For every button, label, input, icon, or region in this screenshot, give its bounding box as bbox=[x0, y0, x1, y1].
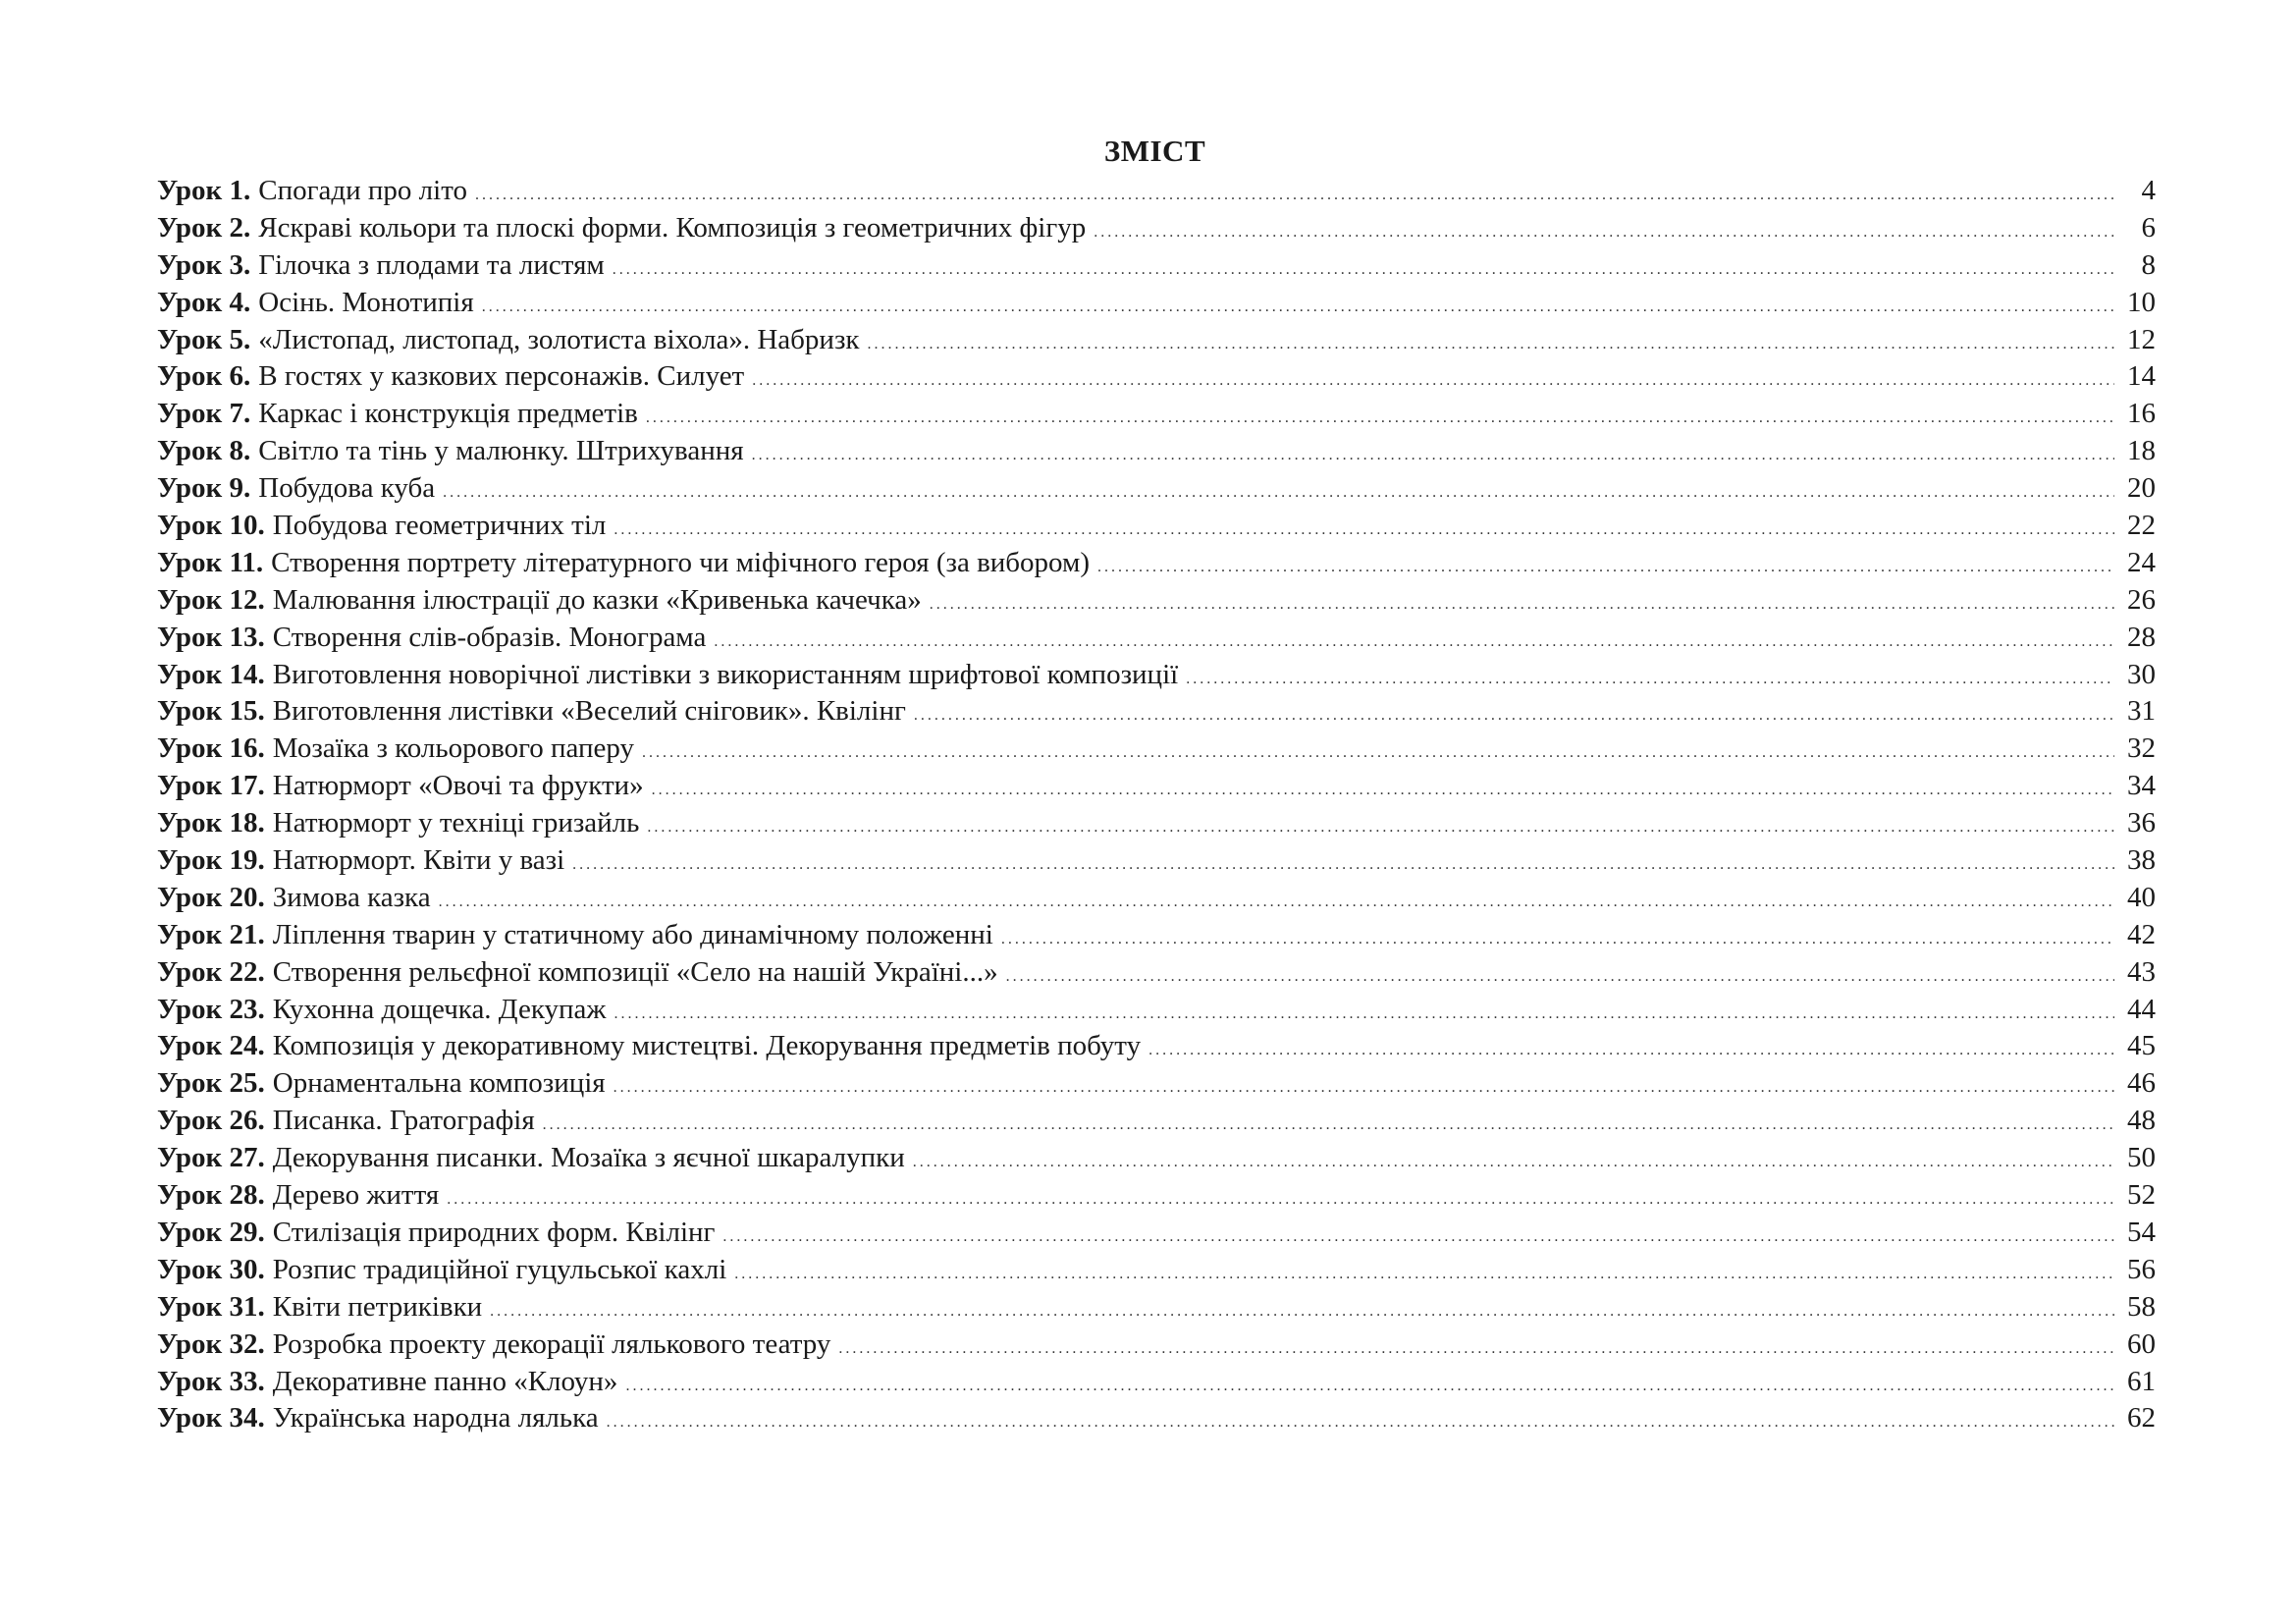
toc-entry[interactable] bbox=[157, 1177, 2156, 1215]
dot-leader bbox=[642, 734, 2114, 772]
toc-entry[interactable] bbox=[157, 1289, 2156, 1326]
toc-entry[interactable] bbox=[157, 1400, 2156, 1437]
lesson-number: Урок 3. bbox=[157, 248, 251, 281]
lesson-title: Каркас і конструкція предметів bbox=[258, 398, 638, 430]
lesson-number: Урок 22. bbox=[157, 955, 265, 988]
dot-leader bbox=[572, 846, 2114, 884]
page-number: 30 bbox=[2127, 658, 2156, 690]
lesson-title: Осінь. Монотипія bbox=[258, 286, 474, 318]
toc-entry[interactable] bbox=[157, 508, 2156, 545]
lesson-number: Урок 30. bbox=[157, 1253, 265, 1285]
page-number: 46 bbox=[2127, 1067, 2156, 1100]
toc-entry[interactable] bbox=[157, 433, 2156, 470]
page-number: 14 bbox=[2127, 360, 2156, 393]
lesson-title: Ліплення тварин у статичному або динамічному положенні bbox=[272, 918, 993, 950]
page-number: 38 bbox=[2127, 844, 2156, 877]
dot-leader bbox=[1006, 958, 2114, 996]
page-number: 26 bbox=[2127, 583, 2156, 616]
lesson-number: Урок 16. bbox=[157, 732, 265, 765]
dot-leader bbox=[490, 1293, 2114, 1330]
dot-leader bbox=[652, 772, 2114, 809]
toc-entry[interactable] bbox=[157, 1065, 2156, 1103]
toc-entry[interactable] bbox=[157, 992, 2156, 1029]
lesson-title: Розпис традиційної гуцульської кахлі bbox=[272, 1253, 727, 1285]
toc-entry[interactable] bbox=[157, 285, 2156, 322]
page-number: 40 bbox=[2127, 881, 2156, 913]
page-number: 36 bbox=[2127, 807, 2156, 839]
lesson-number: Урок 2. bbox=[157, 211, 251, 244]
lesson-number: Урок 7. bbox=[157, 398, 251, 430]
page-title: ЗМІСТ bbox=[1103, 134, 1206, 168]
lesson-title: Створення рельєфної композиції «Село на нашій Україні...» bbox=[272, 955, 998, 988]
dot-leader bbox=[647, 809, 2114, 846]
page-number: 61 bbox=[2127, 1365, 2156, 1397]
toc-entry[interactable] bbox=[157, 210, 2156, 247]
page-number: 8 bbox=[2141, 248, 2156, 281]
page-number: 43 bbox=[2127, 955, 2156, 988]
lesson-title: В гостях у казкових персонажів. Силует bbox=[258, 360, 745, 393]
dot-leader bbox=[1148, 1032, 2114, 1069]
page-number: 42 bbox=[2127, 918, 2156, 950]
lesson-number: Урок 34. bbox=[157, 1402, 265, 1435]
dot-leader bbox=[447, 1181, 2114, 1218]
lesson-title: Зимова казка bbox=[272, 881, 431, 913]
toc-entry[interactable] bbox=[157, 470, 2156, 508]
page-number: 45 bbox=[2127, 1030, 2156, 1062]
page-number: 58 bbox=[2127, 1290, 2156, 1323]
lesson-title: Виготовлення листівки «Веселий сніговик». Квілінг bbox=[272, 695, 906, 728]
lesson-number: Урок 5. bbox=[157, 323, 251, 355]
lesson-number: Урок 19. bbox=[157, 844, 265, 877]
lesson-number: Урок 12. bbox=[157, 583, 265, 616]
page-number: 6 bbox=[2141, 211, 2156, 244]
page-number: 10 bbox=[2127, 286, 2156, 318]
dot-leader bbox=[838, 1330, 2114, 1368]
lesson-title: Декорування писанки. Мозаїка з яєчної шкаралупки bbox=[272, 1142, 905, 1174]
dot-leader bbox=[752, 362, 2114, 400]
page-number: 48 bbox=[2127, 1105, 2156, 1137]
page-number: 4 bbox=[2141, 175, 2156, 206]
toc-entry[interactable] bbox=[157, 693, 2156, 731]
lesson-title: Композиція у декоративному мистецтві. Декорування предметів побуту bbox=[272, 1030, 1142, 1062]
page-number: 52 bbox=[2127, 1179, 2156, 1212]
page-number: 54 bbox=[2127, 1216, 2156, 1248]
lesson-number: Урок 26. bbox=[157, 1105, 265, 1137]
lesson-title: Писанка. Гратографія bbox=[272, 1105, 535, 1137]
page-number: 50 bbox=[2127, 1142, 2156, 1174]
lesson-title: Мозаїка з кольорового паперу bbox=[272, 732, 635, 765]
lesson-number: Урок 10. bbox=[157, 510, 265, 542]
dot-leader bbox=[914, 697, 2114, 734]
lesson-number: Урок 27. bbox=[157, 1142, 265, 1174]
toc-entry[interactable] bbox=[157, 1103, 2156, 1140]
lesson-number: Урок 14. bbox=[157, 658, 265, 690]
toc-entry[interactable] bbox=[157, 917, 2156, 954]
lesson-title: Побудова геометричних тіл bbox=[272, 510, 607, 542]
lesson-number: Урок 33. bbox=[157, 1365, 265, 1397]
page-number: 28 bbox=[2127, 621, 2156, 653]
lesson-title: Декоративне панно «Клоун» bbox=[272, 1365, 618, 1397]
dot-leader bbox=[868, 326, 2115, 363]
lesson-number: Урок 20. bbox=[157, 881, 265, 913]
toc-entry[interactable] bbox=[157, 768, 2156, 805]
toc-entry[interactable] bbox=[157, 1028, 2156, 1065]
toc-entry[interactable] bbox=[157, 545, 2156, 582]
dot-leader bbox=[1097, 549, 2114, 586]
page-number: 56 bbox=[2127, 1253, 2156, 1285]
dot-leader bbox=[614, 1069, 2114, 1107]
dot-leader bbox=[913, 1144, 2114, 1181]
lesson-title: «Листопад, листопад, золотиста віхола». Набризк bbox=[258, 323, 860, 355]
page-number: 24 bbox=[2127, 546, 2156, 578]
lesson-number: Урок 21. bbox=[157, 918, 265, 950]
lesson-number: Урок 25. bbox=[157, 1067, 265, 1100]
lesson-title: Стилізація природних форм. Квілінг bbox=[272, 1216, 716, 1248]
dot-leader bbox=[1186, 661, 2114, 698]
lesson-title: Натюрморт. Квіти у вазі bbox=[272, 844, 565, 877]
lesson-number: Урок 6. bbox=[157, 360, 251, 393]
lesson-title: Натюрморт «Овочі та фрукти» bbox=[272, 770, 644, 802]
toc-entry[interactable] bbox=[157, 805, 2156, 842]
page-number: 31 bbox=[2127, 695, 2156, 728]
dot-leader bbox=[613, 251, 2114, 289]
dot-leader bbox=[646, 400, 2114, 437]
toc-entry[interactable] bbox=[157, 358, 2156, 396]
toc-entry[interactable] bbox=[157, 1364, 2156, 1401]
dot-leader bbox=[614, 996, 2114, 1033]
page-number: 44 bbox=[2127, 993, 2156, 1025]
page-number: 20 bbox=[2127, 472, 2156, 505]
lesson-number: Урок 31. bbox=[157, 1290, 265, 1323]
table-of-contents bbox=[157, 173, 2156, 1437]
dot-leader bbox=[1094, 214, 2114, 251]
lesson-number: Урок 15. bbox=[157, 695, 265, 728]
lesson-title: Створення слів-образів. Монограма bbox=[272, 621, 707, 653]
lesson-number: Урок 1. bbox=[157, 175, 251, 206]
lesson-number: Урок 13. bbox=[157, 621, 265, 653]
dot-leader bbox=[722, 1218, 2114, 1256]
lesson-title: Малювання ілюстрації до казки «Кривенька качечка» bbox=[272, 583, 922, 616]
dot-leader bbox=[443, 474, 2114, 512]
lesson-title: Натюрморт у техніці гризайль bbox=[272, 807, 640, 839]
toc-entry[interactable] bbox=[157, 1215, 2156, 1252]
page-number: 62 bbox=[2127, 1402, 2156, 1435]
lesson-title: Кухонна дощечка. Декупаж bbox=[272, 993, 607, 1025]
page-number: 16 bbox=[2127, 398, 2156, 430]
lesson-number: Урок 17. bbox=[157, 770, 265, 802]
lesson-number: Урок 28. bbox=[157, 1179, 265, 1212]
lesson-title: Розробка проекту декорації лялькового театру bbox=[272, 1327, 831, 1360]
lesson-title: Побудова куба bbox=[258, 472, 436, 505]
dot-leader bbox=[614, 512, 2114, 549]
dot-leader bbox=[439, 884, 2114, 921]
page-number: 18 bbox=[2127, 435, 2156, 467]
lesson-number: Урок 23. bbox=[157, 993, 265, 1025]
lesson-number: Урок 32. bbox=[157, 1327, 265, 1360]
dot-leader bbox=[607, 1404, 2114, 1441]
dot-leader bbox=[543, 1107, 2114, 1144]
toc-entry[interactable] bbox=[157, 582, 2156, 620]
toc-entry[interactable] bbox=[157, 620, 2156, 657]
page-number: 60 bbox=[2127, 1327, 2156, 1360]
lesson-title: Світло та тінь у малюнку. Штрихування bbox=[258, 435, 744, 467]
dot-leader bbox=[475, 177, 2114, 214]
lesson-title: Дерево життя bbox=[272, 1179, 440, 1212]
lesson-number: Урок 8. bbox=[157, 435, 251, 467]
lesson-number: Урок 4. bbox=[157, 286, 251, 318]
page-number: 12 bbox=[2127, 323, 2156, 355]
toc-entry[interactable] bbox=[157, 173, 2156, 210]
dot-leader bbox=[1001, 921, 2114, 958]
toc-entry[interactable] bbox=[157, 954, 2156, 992]
toc-entry[interactable] bbox=[157, 1140, 2156, 1177]
toc-entry[interactable] bbox=[157, 731, 2156, 768]
lesson-number: Урок 18. bbox=[157, 807, 265, 839]
lesson-title: Створення портрету літературного чи міфічного героя (за вибором) bbox=[271, 546, 1091, 578]
dot-leader bbox=[625, 1368, 2114, 1405]
lesson-title: Українська народна лялька bbox=[272, 1402, 599, 1435]
toc-entry[interactable] bbox=[157, 842, 2156, 880]
dot-leader bbox=[714, 623, 2114, 661]
lesson-number: Урок 29. bbox=[157, 1216, 265, 1248]
lesson-number: Урок 24. bbox=[157, 1030, 265, 1062]
dot-leader bbox=[734, 1256, 2114, 1293]
dot-leader bbox=[930, 586, 2114, 623]
lesson-title: Виготовлення новорічної листівки з використанням шрифтової композиції bbox=[272, 658, 1179, 690]
dot-leader bbox=[482, 289, 2114, 326]
lesson-title: Яскраві кольори та плоскі форми. Композиція з геометричних фігур bbox=[258, 211, 1087, 244]
lesson-number: Урок 11. bbox=[157, 546, 264, 578]
page-number: 32 bbox=[2127, 732, 2156, 765]
lesson-number: Урок 9. bbox=[157, 472, 251, 505]
page-number: 22 bbox=[2127, 510, 2156, 542]
lesson-title: Орнаментальна композиція bbox=[272, 1067, 606, 1100]
toc-entry[interactable] bbox=[157, 657, 2156, 694]
toc-entry[interactable] bbox=[157, 322, 2156, 359]
toc-entry[interactable] bbox=[157, 1252, 2156, 1289]
toc-entry[interactable] bbox=[157, 880, 2156, 917]
lesson-title: Гілочка з плодами та листям bbox=[258, 248, 605, 281]
toc-entry[interactable] bbox=[157, 1326, 2156, 1364]
toc-entry[interactable] bbox=[157, 396, 2156, 433]
page-number: 34 bbox=[2127, 770, 2156, 802]
toc-entry[interactable] bbox=[157, 247, 2156, 285]
lesson-title: Квіти петриківки bbox=[272, 1290, 483, 1323]
lesson-title: Спогади про літо bbox=[258, 175, 467, 206]
dot-leader bbox=[752, 437, 2114, 474]
